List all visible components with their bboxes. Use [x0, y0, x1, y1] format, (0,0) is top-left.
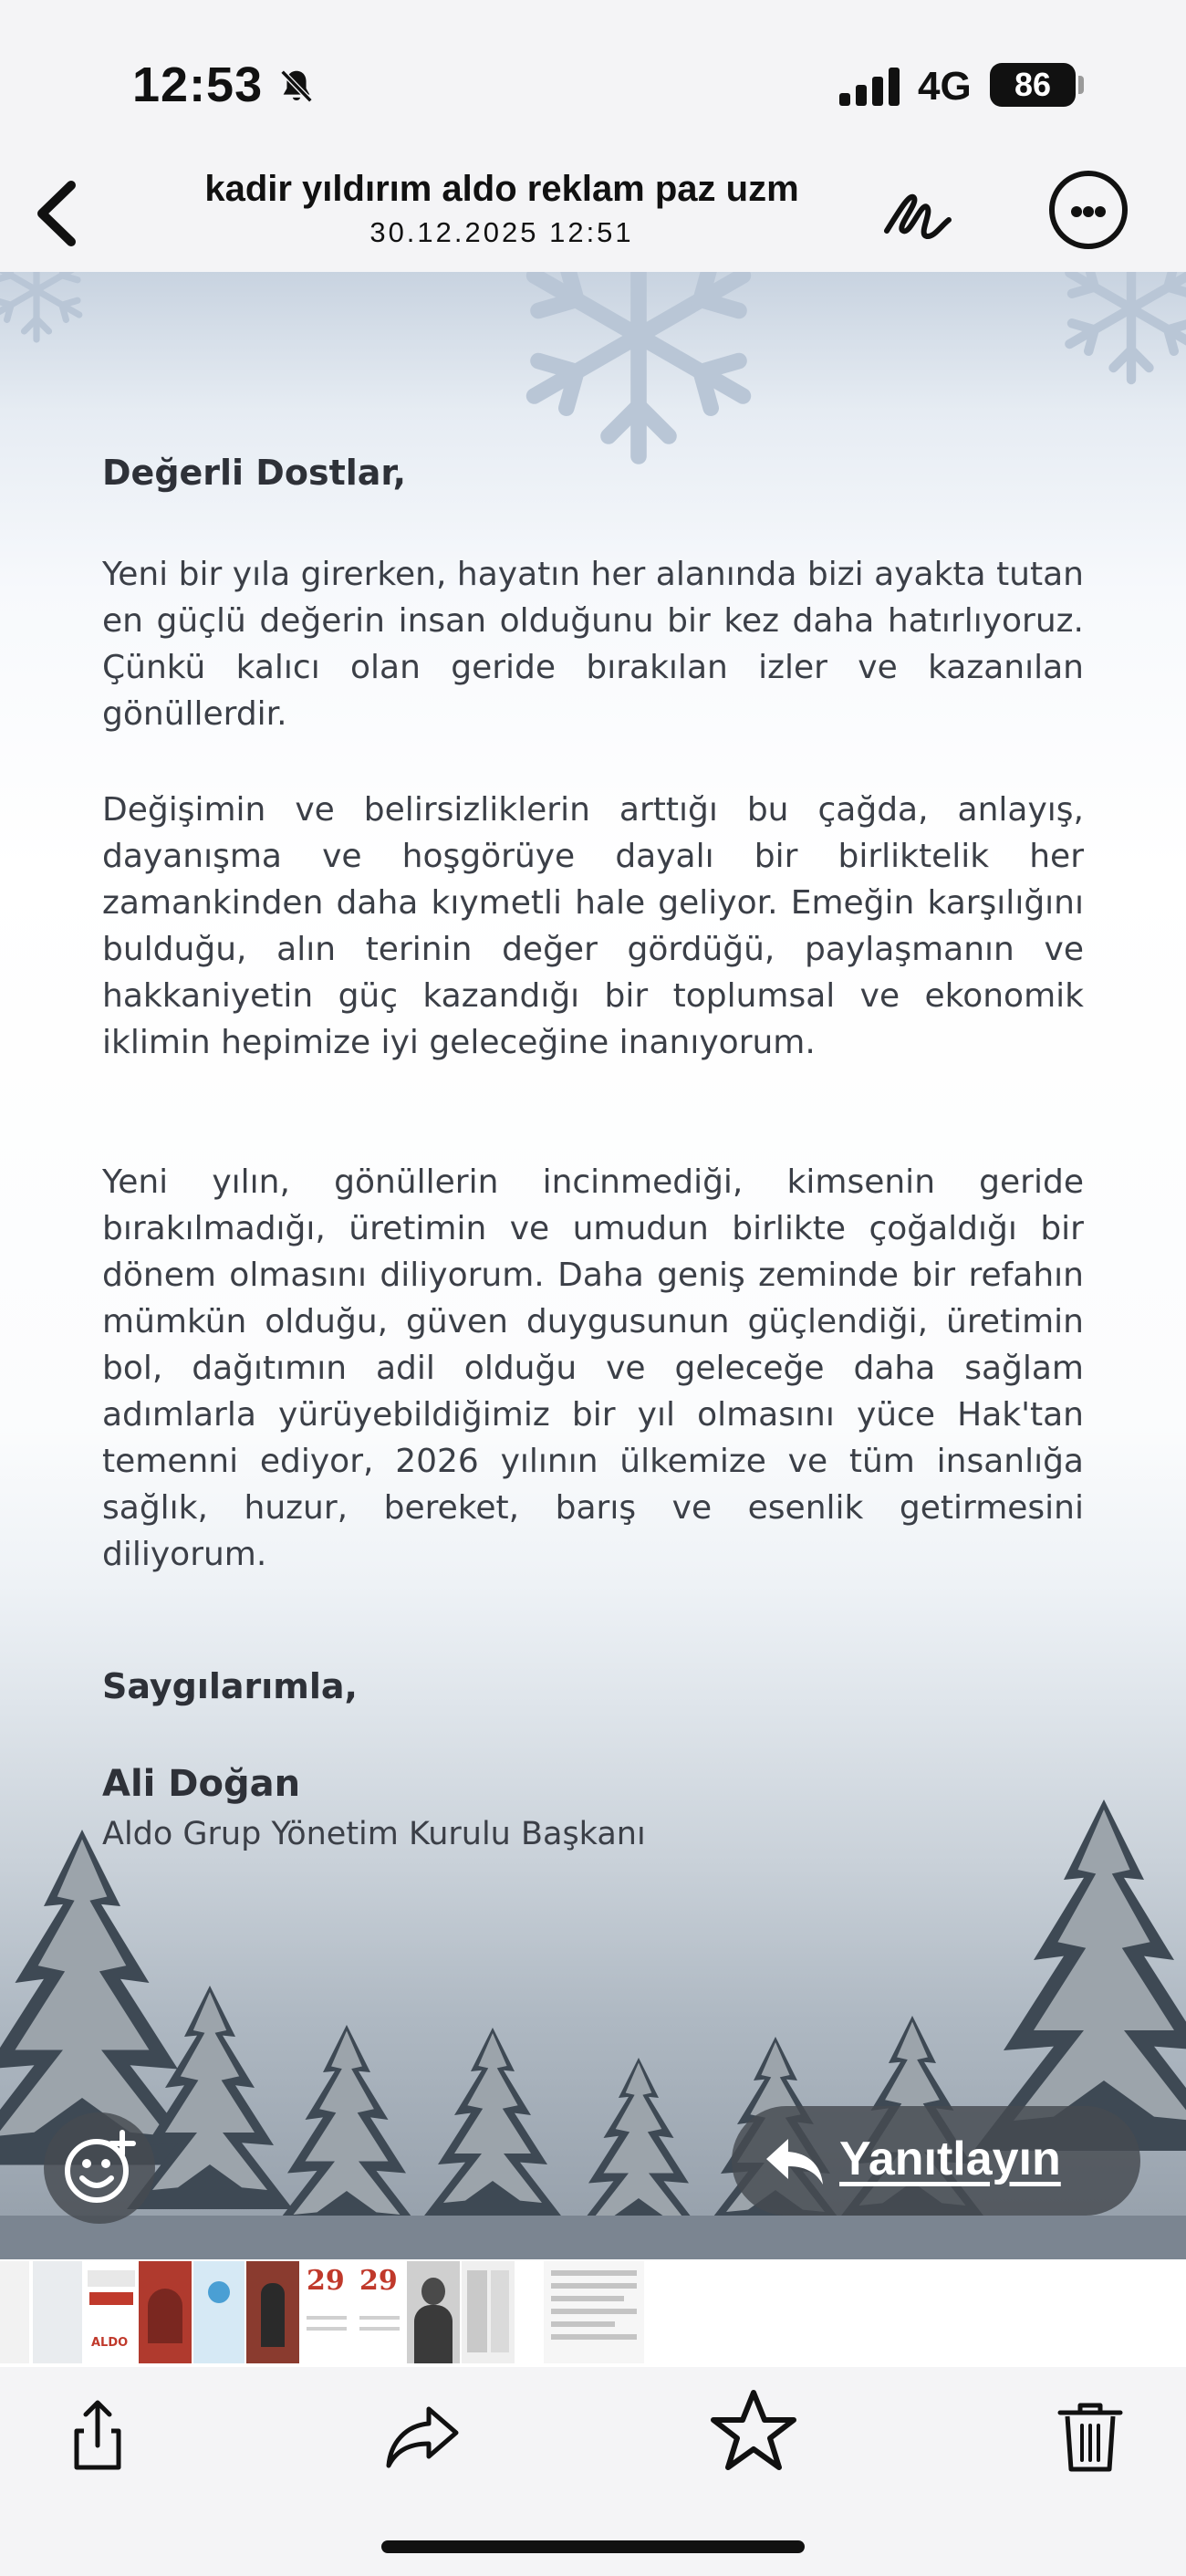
- letter-image: [0, 272, 1186, 2259]
- letter-paragraph: Yeni bir yıla girerken, hayatın her alanında bizi ayakta tutan en güçlü değerin insan olduğunu bir kez daha hatırlıyoruz. Çünkü kalıcı olan geride bırakılan izler ve kazanılan gönüllerdir.: [102, 556, 1084, 733]
- attachment-thumbnail[interactable]: [354, 2261, 405, 2363]
- status-time: 12:53: [132, 57, 264, 112]
- trash-icon[interactable]: [1049, 2394, 1131, 2477]
- share-icon[interactable]: [57, 2394, 139, 2477]
- attachment-thumbnail[interactable]: [544, 2261, 644, 2363]
- signature-name: Ali Doğan: [102, 1763, 301, 1805]
- attachment-thumbnail[interactable]: [84, 2261, 139, 2363]
- sender-name: kadir yıldırım aldo reklam paz uzm: [204, 169, 799, 209]
- battery-level: 86: [990, 63, 1076, 107]
- forward-icon[interactable]: [381, 2394, 463, 2477]
- attachment-thumbnail[interactable]: [139, 2261, 192, 2363]
- reply-label: Yanıtlayın: [839, 2133, 1061, 2185]
- more-dot: [1083, 206, 1094, 217]
- letter-closing: Saygılarımla,: [102, 1666, 358, 1706]
- home-indicator[interactable]: [381, 2540, 805, 2553]
- attachment-thumbnail[interactable]: [0, 2261, 29, 2363]
- bottom-toolbar: [0, 2367, 1186, 2576]
- signature-title: Aldo Grup Yönetim Kurulu Başkanı: [102, 1816, 646, 1852]
- message-date: 30.12.2025 12:51: [369, 216, 634, 248]
- thumbnail-label: ALDO: [91, 2336, 129, 2350]
- attachment-thumbnail[interactable]: [301, 2261, 352, 2363]
- attachment-thumbnail[interactable]: [33, 2261, 82, 2363]
- attachment-thumbnail[interactable]: [407, 2261, 460, 2363]
- signal-icon: [839, 68, 901, 106]
- letter-paragraph: Yeni yılın, gönüllerin incinmediği, kimsenin geride bırakılmadığı, üretimin ve umudun birlikte çoğaldığı bir dönem olmasını diliyorum. Daha geniş zeminde bir refahın mümkün olduğu, güven duygusunun güçlendiği, üretimin bol, dağıtımın adil olduğu ve geleceğe daha sağlam adımlarla yürüyebildiğimiz bir yıl olmasını yüce Hak'tan temenni ediyor, 2026 yılının ülkemize ve tüm insanlığa sağlık, huzur, bereket, barış ve esenlik getirmesini diliyorum.: [102, 1163, 1084, 1573]
- more-icon[interactable]: [1049, 171, 1128, 249]
- more-dot: [1071, 206, 1082, 217]
- status-bar: [0, 0, 1186, 160]
- bell-slash-icon: [276, 66, 317, 108]
- more-dot: [1095, 206, 1106, 217]
- mail-header: [0, 160, 1186, 269]
- reply-button[interactable]: [732, 2106, 1140, 2216]
- reply-arrow-icon: [763, 2133, 827, 2188]
- letter-paragraph: Değişimin ve belirsizliklerin arttığı bu çağda, anlayış, dayanışma ve hoşgörüye dayalı bir birliktelik her zamankinden daha kıymetli hale geliyor. Emeğin karşılığını bulduğu, alın terinin değer gördüğü, paylaşmanın ve hakkaniyetin güç kazandığı bir toplumsal ve ekonomik iklimin hepimize iyi geleceğine inanıyorum.: [102, 791, 1084, 1061]
- star-icon[interactable]: [708, 2385, 799, 2477]
- attachment-thumbnail[interactable]: [462, 2261, 515, 2363]
- battery-cap: [1078, 76, 1084, 94]
- thumbnail-label: 29: [359, 2265, 398, 2297]
- back-chevron-icon[interactable]: [27, 172, 91, 255]
- letter-greeting: Değerli Dostlar,: [102, 453, 407, 493]
- emoji-add-icon: [44, 2112, 155, 2224]
- attachment-thumbnail-strip[interactable]: [0, 2259, 1186, 2367]
- thumbnail-label: 29: [307, 2265, 345, 2297]
- add-reaction-button[interactable]: [44, 2112, 155, 2224]
- attachment-thumbnail[interactable]: [246, 2261, 299, 2363]
- network-type: 4G: [918, 64, 972, 109]
- markup-icon[interactable]: [881, 180, 954, 253]
- attachment-thumbnail[interactable]: [193, 2261, 244, 2363]
